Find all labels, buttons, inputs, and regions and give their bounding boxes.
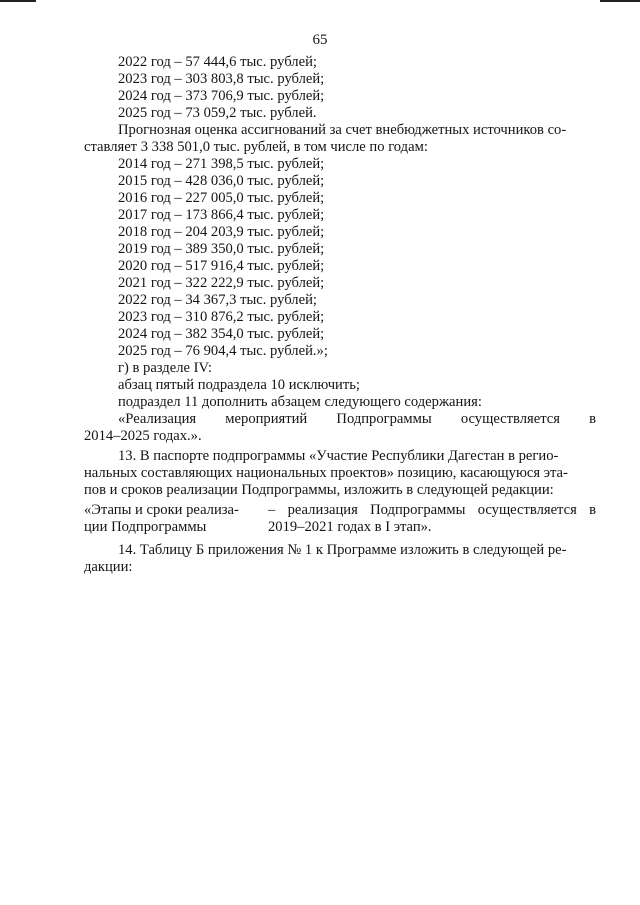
quote-implementation-line1: «Реализация мероприятий Подпрограммы осуществляется в: [118, 411, 596, 427]
stages-label-line2: ции Подпрограммы: [84, 519, 207, 535]
offbudget-line-2014: 2014 год – 271 398,5 тыс. рублей;: [118, 156, 325, 172]
scan-edge-mark-right: [600, 0, 640, 2]
offbudget-line-2024: 2024 год – 382 354,0 тыс. рублей;: [118, 326, 325, 342]
offbudget-line-2018: 2018 год – 204 203,9 тыс. рублей;: [118, 224, 325, 240]
offbudget-line-2017: 2017 год – 173 866,4 тыс. рублей;: [118, 207, 325, 223]
offbudget-line-2016: 2016 год – 227 005,0 тыс. рублей;: [118, 190, 325, 206]
scan-edge-mark-left: [0, 0, 36, 2]
offbudget-line-2015: 2015 год – 428 036,0 тыс. рублей;: [118, 173, 325, 189]
funding-line-2023: 2023 год – 303 803,8 тыс. рублей;: [118, 71, 325, 87]
stages-value-line2: 2019–2021 годах в I этап».: [268, 519, 432, 535]
page-number: 65: [312, 32, 328, 48]
funding-line-2024: 2024 год – 373 706,9 тыс. рублей;: [118, 88, 325, 104]
stages-row-1: [84, 502, 596, 519]
funding-line-2025: 2025 год – 73 059,2 тыс. рублей.: [118, 105, 317, 121]
paragraph-five-exclude: абзац пятый подраздела 10 исключить;: [118, 377, 360, 393]
quote-implementation-line2: 2014–2025 годах.».: [84, 428, 202, 444]
stages-value-line1: – реализация Подпрограммы осуществляется в: [268, 502, 596, 518]
item-14-line2: дакции:: [84, 559, 133, 575]
item-13-line1: 13. В паспорте подпрограммы «Участие Республики Дагестан в регио-: [118, 448, 559, 464]
item-13-line2: нальных составляющих национальных проектов» позицию, касающуюся эта-: [84, 465, 568, 481]
funding-line-2022: 2022 год – 57 444,6 тыс. рублей;: [118, 54, 317, 70]
item-14-line1: 14. Таблицу Б приложения № 1 к Программе изложить в следующей ре-: [118, 542, 567, 558]
offbudget-line-2025: 2025 год – 76 904,4 тыс. рублей.»;: [118, 343, 328, 359]
forecast-text-line1: Прогнозная оценка ассигнований за счет внебюджетных источников со-: [118, 122, 567, 138]
offbudget-line-2023: 2023 год – 310 876,2 тыс. рублей;: [118, 309, 325, 325]
stages-row-2: [84, 519, 596, 536]
document-body: [84, 54, 596, 576]
offbudget-line-2021: 2021 год – 322 222,9 тыс. рублей;: [118, 275, 325, 291]
stages-label-line1: «Этапы и сроки реализа-: [84, 502, 239, 518]
forecast-text-line2: ставляет 3 338 501,0 тыс. рублей, в том числе по годам:: [84, 139, 428, 155]
section-iv-heading: г) в разделе IV:: [118, 360, 212, 376]
offbudget-line-2019: 2019 год – 389 350,0 тыс. рублей;: [118, 241, 325, 257]
subsection-11-addition: подраздел 11 дополнить абзацем следующего содержания:: [118, 394, 482, 410]
offbudget-line-2020: 2020 год – 517 916,4 тыс. рублей;: [118, 258, 325, 274]
item-13-line3: пов и сроков реализации Подпрограммы, изложить в следующей редакции:: [84, 482, 554, 498]
offbudget-line-2022: 2022 год – 34 367,3 тыс. рублей;: [118, 292, 317, 308]
